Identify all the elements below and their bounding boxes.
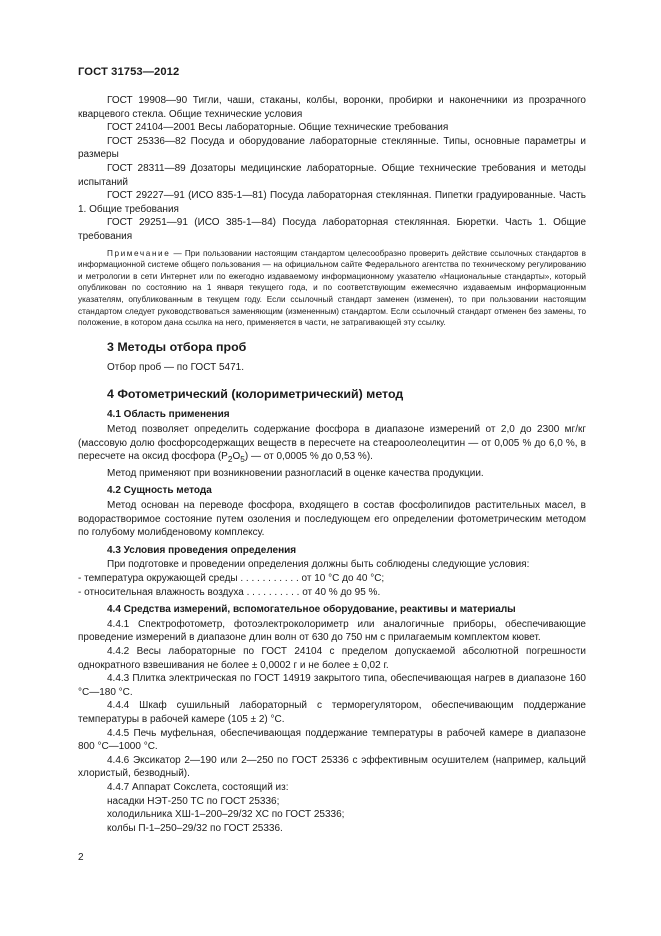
soxhlet-part: колбы П-1–250–29/32 по ГОСТ 25336. <box>107 822 283 834</box>
section-3-text: Отбор проб — по ГОСТ 5471. <box>107 362 244 374</box>
subsection-4-2-heading: 4.2 Сущность метода <box>107 485 212 497</box>
note-text: — При пользовании настоящим стандартом целесообразно проверить действие ссылочных стандартов в информационной системе общего пользования — на официальном сайте Федерального агентства по техническому регулированию и метрологии в сети Интернет или по ежегодно издаваемому информационному указателю «Национальные стандарты», который опубликован по состоянию на 1 января текущего года, и по соответствующим ежемесячно издаваемым информационным указателям, опубликованным в текущем году. Если ссылочный стандарт заменен (изменен), то при пользовании настоящим стандартом следует руководствоваться заменяющим (измененным) стандартом. Если ссылочный стандарт отменен без замены, то положение, в котором дана ссылка на него, применяется в части, не затрагивающей эту ссылку. <box>78 248 586 328</box>
section-4-heading: 4 Фотометрический (колориметрический) метод <box>107 386 404 401</box>
soxhlet-part: насадки НЭТ-250 ТС по ГОСТ 25336; <box>107 795 280 807</box>
reference-item: ГОСТ 28311—89 Дозаторы медицинские лабораторные. Общие технические требования и методы испытаний <box>78 162 586 188</box>
subsection-4-1-heading: 4.1 Область применения <box>107 409 230 421</box>
page-content <box>78 94 586 835</box>
note-paragraph <box>78 248 586 329</box>
equipment-item: 4.4.7 Аппарат Сокслета, состоящий из: <box>107 781 289 793</box>
method-essence-paragraph: Метод основан на переводе фосфора, входящего в состав фосфолипидов растительных масел, в водорастворимое состояние путем озоления и последующем его определении фотометрическим методом по голубому молибденовому комплексу. <box>78 500 586 539</box>
equipment-item: 4.4.1 Спектрофотометр, фотоэлектроколориметр или аналогичные приборы, обеспечивающие проведение измерений в диапазоне длин волн от 630 до 750 нм с прилагаемым комплектом кювет. <box>78 618 586 644</box>
soxhlet-part: холодильника ХШ-1–200–29/32 ХС по ГОСТ 25336; <box>107 809 345 821</box>
note-label: Примечание <box>107 248 171 258</box>
subsection-4-4-heading: 4.4 Средства измерений, вспомогательное оборудование, реактивы и материалы <box>107 604 516 616</box>
reference-item: ГОСТ 29251—91 (ИСО 385-1—84) Посуда лабораторная стеклянная. Бюретки. Часть 1. Общие требования <box>78 217 586 242</box>
section-3-heading: 3 Методы отбора проб <box>107 339 247 354</box>
equipment-item: 4.4.3 Плитка электрическая по ГОСТ 14919 закрытого типа, обеспечивающая нагрев в диапазоне 160 °С—180 °С. <box>78 673 586 698</box>
reference-item: ГОСТ 29227—91 (ИСО 835-1—81) Посуда лабораторная стеклянная. Пипетки градуированные. Часть 1. Общие требования <box>78 190 586 215</box>
conditions-intro: При подготовке и проведении определения должны быть соблюдены следующие условия: <box>107 559 530 571</box>
subsection-4-3-heading: 4.3 Условия проведения определения <box>107 544 297 556</box>
scope-paragraph: Метод позволяет определить содержание фосфора в диапазоне измерений от 2,0 до 2300 мг/кг (массовую долю фосфорсодержащих веществ в пересчете на стеароолеолецитин — от 0,005 % до 6,0 %, в пересчете на оксид фосфора $(P_2O_5)$ — от 0,0005 % до 0,53 %). <box>78 424 586 465</box>
equipment-item: 4.4.5 Печь муфельная, обеспечивающая поддержание температуры в рабочей камере в диапазоне 800 °С—1000 °С. <box>78 727 586 753</box>
reference-item: ГОСТ 24104—2001 Весы лабораторные. Общие технические требования <box>107 122 449 134</box>
reference-item: ГОСТ 25336—82 Посуда и оборудование лабораторные стеклянные. Типы, основные параметры и размеры <box>78 135 586 161</box>
document-header: ГОСТ 31753—2012 <box>78 66 180 78</box>
equipment-item: 4.4.6 Эксикатор 2—190 или 2—250 по ГОСТ 25336 с эффективным осушителем (например, кальций хлористый, безводный). <box>78 754 586 780</box>
reference-item: ГОСТ 19908—90 Тигли, чаши, стаканы, колбы, воронки, пробирки и наконечники из прозрачного кварцевого стекла. Общие технические условия <box>78 95 586 120</box>
normative-references <box>78 94 586 244</box>
scope-paragraph-2: Метод применяют при возникновении разногласий в оценке качества продукции. <box>107 467 484 479</box>
page-number: 2 <box>78 852 84 863</box>
condition-humidity: - относительная влажность воздуха . . . . . . . . . . от 40 % до 95 %. <box>78 586 381 598</box>
equipment-item: 4.4.2 Весы лабораторные по ГОСТ 24104 с пределом допускаемой абсолютной погрешности однократного взвешивания не более ± 0,0002 г и не более ± 0,02 г. <box>78 645 586 671</box>
condition-temperature: - температура окружающей среды . . . . . . . . . . . от 10 °С до 40 °С; <box>78 573 385 584</box>
equipment-item: 4.4.4 Шкаф сушильный лабораторный с терморегулятором, обеспечивающим поддержание температуры в рабочей камере (105 ± 2) °С. <box>78 700 586 725</box>
